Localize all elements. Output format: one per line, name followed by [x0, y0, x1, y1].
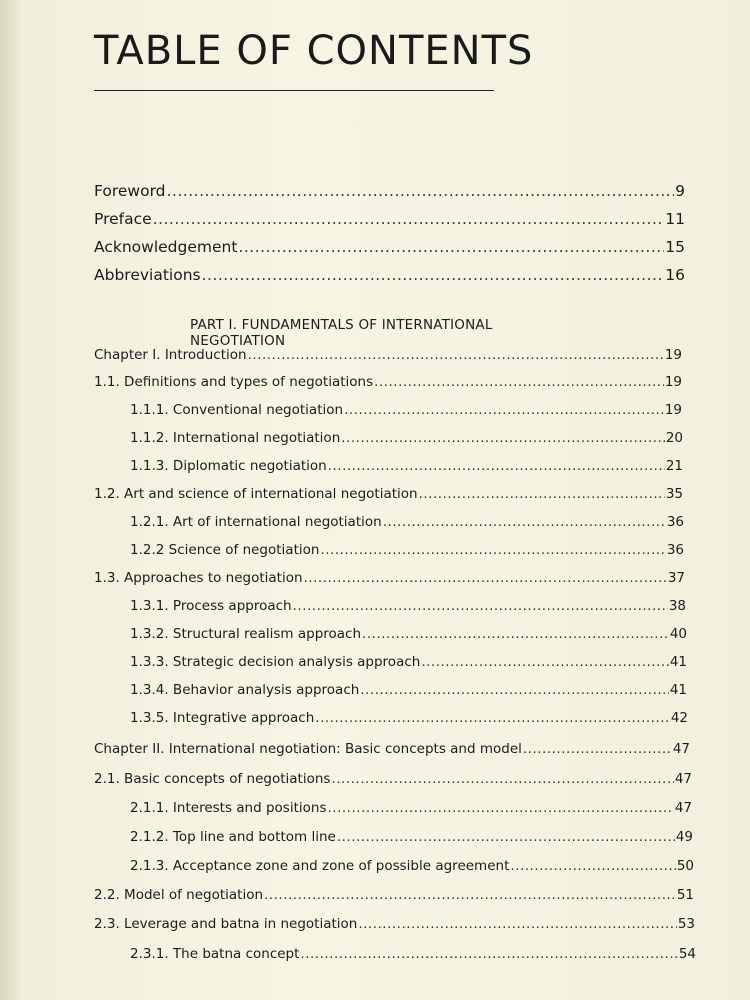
toc-page: 9: [675, 182, 685, 200]
toc-entry: [94, 915, 695, 933]
toc-label: Chapter I. Introduction: [94, 347, 247, 363]
toc-label: Preface: [94, 210, 152, 228]
toc-page: 35: [665, 486, 683, 502]
toc-page: 15: [665, 238, 685, 256]
toc-label: 1.3.5. Integrative approach: [130, 710, 315, 726]
leader-dots: [421, 653, 668, 671]
toc-label: 1.3.2. Structural realism approach: [130, 626, 362, 642]
leader-dots: [374, 373, 664, 391]
toc-label: 1.1. Definitions and types of negotiations: [94, 374, 374, 390]
leader-dots: [328, 457, 665, 475]
toc-page: 40: [669, 626, 687, 642]
toc-label: 1.3. Approaches to negotiation: [94, 570, 303, 586]
toc-entry: [130, 681, 687, 699]
toc-page: 19: [664, 402, 682, 418]
toc-label: 2.3. Leverage and batna in negotiation: [94, 916, 358, 932]
toc-entry: [94, 373, 682, 391]
toc-label: 1.2. Art and science of international negotiation: [94, 486, 418, 502]
toc-entry-abbreviations: [94, 266, 685, 284]
toc-label: 1.3.3. Strategic decision analysis approach: [130, 654, 421, 670]
leader-dots: [344, 401, 664, 419]
leader-dots: [362, 625, 669, 643]
toc-label: Foreword: [94, 182, 166, 200]
toc-page: 41: [669, 654, 687, 670]
toc-page: 53: [677, 916, 695, 932]
toc-entry: [94, 770, 692, 788]
toc-label: Chapter II. International negotiation: Basic concepts and model: [94, 741, 522, 757]
part-heading: PART I. FUNDAMENTALS OF INTERNATIONAL NEGOTIATION: [190, 317, 493, 349]
page-title: TABLE OF CONTENTS: [94, 28, 534, 74]
toc-entry: [130, 857, 694, 875]
toc-entry-acknowledgement: [94, 238, 685, 256]
toc-page: 38: [668, 598, 686, 614]
toc-entry: [130, 513, 684, 531]
leader-dots: [315, 709, 670, 727]
leader-dots: [337, 828, 675, 846]
toc-page: 37: [667, 570, 685, 586]
toc-label: 2.1. Basic concepts of negotiations: [94, 771, 331, 787]
leader-dots: [304, 569, 667, 587]
leader-dots: [153, 210, 665, 228]
toc-page: 42: [670, 710, 688, 726]
toc-page: 19: [664, 347, 682, 363]
leader-dots: [358, 915, 676, 933]
toc-page: 36: [666, 542, 684, 558]
toc-entry: [130, 799, 692, 817]
toc-label: 1.1.1. Conventional negotiation: [130, 402, 344, 418]
toc-entry: [130, 709, 688, 727]
toc-entry-preface: [94, 210, 685, 228]
leader-dots: [202, 266, 665, 284]
toc-label: 1.1.2. International negotiation: [130, 430, 341, 446]
toc-label: 1.3.4. Behavior analysis approach: [130, 682, 360, 698]
toc-page: 21: [665, 458, 683, 474]
leader-dots: [300, 945, 677, 963]
leader-dots: [331, 770, 673, 788]
leader-dots: [320, 541, 665, 559]
toc-page: 49: [675, 829, 693, 845]
toc-entry: [130, 541, 684, 559]
toc-label: Abbreviations: [94, 266, 201, 284]
toc-page: 19: [664, 374, 682, 390]
toc-page: 51: [676, 887, 694, 903]
toc-entry: [130, 401, 682, 419]
toc-label: 2.1.2. Top line and bottom line: [130, 829, 336, 845]
leader-dots: [167, 182, 675, 200]
toc-page: 41: [669, 682, 687, 698]
toc-page: 47: [674, 771, 692, 787]
toc-label: 1.3.1. Process approach: [130, 598, 292, 614]
toc-entry: [94, 740, 690, 758]
toc-label: 1.2.1. Art of international negotiation: [130, 514, 382, 530]
leader-dots: [248, 346, 664, 364]
leader-dots: [383, 513, 666, 531]
leader-dots: [419, 485, 665, 503]
toc-page: 54: [678, 946, 696, 962]
toc-entry: [130, 828, 693, 846]
leader-dots: [360, 681, 669, 699]
leader-dots: [293, 597, 668, 615]
toc-entry: [94, 569, 685, 587]
leader-dots: [510, 857, 675, 875]
toc-entry-foreword: [94, 182, 685, 200]
toc-label: 1.2.2 Science of negotiation: [130, 542, 320, 558]
toc-entry: [130, 457, 683, 475]
leader-dots: [327, 799, 673, 817]
toc-page: 47: [672, 741, 690, 757]
toc-label: 2.2. Model of negotiation: [94, 887, 264, 903]
toc-label: 1.1.3. Diplomatic negotiation: [130, 458, 327, 474]
toc-label: 2.3.1. The batna concept: [130, 946, 300, 962]
toc-entry: [94, 346, 682, 364]
leader-dots: [238, 238, 664, 256]
toc-page: 16: [665, 266, 685, 284]
toc-entry: [130, 945, 696, 963]
toc-page: 50: [676, 858, 694, 874]
leader-dots: [523, 740, 672, 758]
toc-label: Acknowledgement: [94, 238, 238, 256]
toc-label: 2.1.1. Interests and positions: [130, 800, 327, 816]
toc-label: 2.1.3. Acceptance zone and zone of possible agreement: [130, 858, 510, 874]
toc-entry: [130, 653, 687, 671]
toc-entry: [130, 429, 683, 447]
toc-page: 36: [666, 514, 684, 530]
toc-page: 20: [665, 430, 683, 446]
toc-entry: [130, 597, 686, 615]
toc-entry: [94, 886, 694, 904]
toc-page: 47: [674, 800, 692, 816]
toc-entry: [94, 485, 683, 503]
toc-page: 11: [665, 210, 685, 228]
leader-dots: [264, 886, 676, 904]
leader-dots: [341, 429, 665, 447]
toc-entry: [130, 625, 687, 643]
